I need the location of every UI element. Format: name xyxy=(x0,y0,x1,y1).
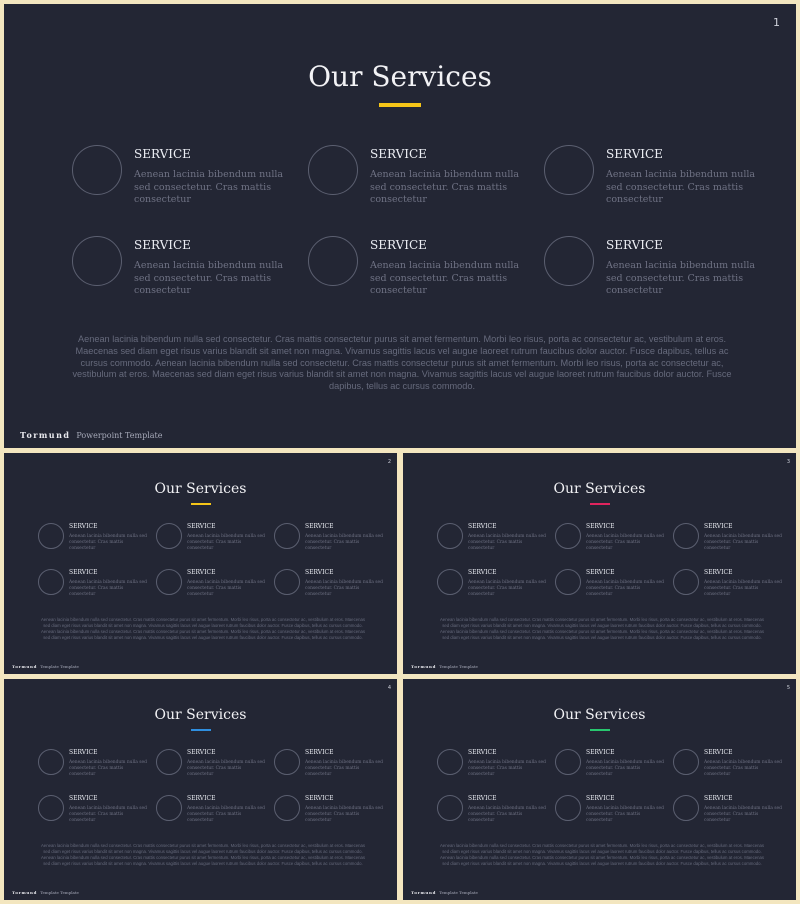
service-circle-icon xyxy=(38,523,64,549)
brand-subtitle: Template Template xyxy=(40,890,79,895)
service-description: Aenean lacinia bibendum nulla sed consectetur. Cras mattis consectetur xyxy=(586,534,664,551)
service-heading: SERVICE xyxy=(586,569,615,576)
brand-name: Tormund xyxy=(411,890,437,895)
brand-subtitle: Template Template xyxy=(439,890,478,895)
service-heading: SERVICE xyxy=(468,749,497,756)
slide-title: Our Services xyxy=(553,707,646,723)
slide-title: Our Services xyxy=(553,481,646,497)
service-description: Aenean lacinia bibendum nulla sed consectetur. Cras mattis consectetur xyxy=(468,580,546,597)
brand-name: Tormund xyxy=(12,664,38,669)
service-circle-icon xyxy=(555,749,581,775)
service-heading: SERVICE xyxy=(134,238,191,252)
body-paragraph: Aenean lacinia bibendum nulla sed consectetur. Cras mattis consectetur purus sit amet fermentum. Morbi leo risus, porta ac consectetur ac, vestibulum at eros. Maecenas sed diam eget risus varius blandit sit amet non magna. Vivamus sagittis lacus vel augue laoreet rutrum faucibus dolor auctor. Fusce dapibus, tellus ac cursus commodo. Aenean lacinia bibendum nulla sed consectetur. Cras mattis consectetur purus sit amet fermentum. Morbi leo risus, porta ac consectetur ac, vestibulum at eros. Maecenas sed diam eget risus varius blandit sit amet non magna. Vivamus sagittis lacus vel augue laoreet rutrum faucibus dolor auctor. Fusce dapibus, tellus ac cursus commodo. xyxy=(439,843,765,866)
slide-number: 2 xyxy=(387,459,391,465)
service-circle-icon xyxy=(38,749,64,775)
service-description: Aenean lacinia bibendum nulla sed consectetur. Cras mattis consectetur xyxy=(187,760,265,777)
service-heading: SERVICE xyxy=(606,238,663,252)
service-description: Aenean lacinia bibendum nulla sed consectetur. Cras mattis consectetur xyxy=(468,806,546,823)
service-circle-icon xyxy=(274,795,300,821)
service-heading: SERVICE xyxy=(187,569,216,576)
service-circle-icon xyxy=(555,569,581,595)
slide-number: 4 xyxy=(387,685,391,691)
slide-number: 3 xyxy=(786,459,790,465)
service-circle-icon xyxy=(437,749,463,775)
service-circle-icon xyxy=(555,795,581,821)
slide-title: Our Services xyxy=(154,481,247,497)
service-description: Aenean lacinia bibendum nulla sed consectetur. Cras mattis consectetur xyxy=(69,580,147,597)
service-description: Aenean lacinia bibendum nulla sed consectetur. Cras mattis consectetur xyxy=(586,580,664,597)
body-paragraph: Aenean lacinia bibendum nulla sed consectetur. Cras mattis consectetur purus sit amet fermentum. Morbi leo risus, porta ac consectetur ac, vestibulum at eros. Maecenas sed diam eget risus varius blandit sit amet non magna. Vivamus sagittis lacus vel augue laoreet rutrum faucibus dolor auctor. Fusce dapibus, tellus ac cursus commodo. Aenean lacinia bibendum nulla sed consectetur. Cras mattis consectetur purus sit amet fermentum. Morbi leo risus, porta ac consectetur ac, vestibulum at eros. Maecenas sed diam eget risus varius blandit sit amet non magna. Vivamus sagittis lacus vel augue laoreet rutrum faucibus dolor auctor. Fusce dapibus, tellus ac cursus commodo. xyxy=(40,617,366,640)
title-accent-bar xyxy=(379,103,421,107)
footer xyxy=(411,664,478,669)
slide-5[interactable] xyxy=(403,679,796,900)
service-heading: SERVICE xyxy=(370,147,427,161)
service-heading: SERVICE xyxy=(586,749,615,756)
service-circle-icon xyxy=(308,145,358,195)
service-description: Aenean lacinia bibendum nulla sed consectetur. Cras mattis consectetur xyxy=(305,760,383,777)
brand-name: Tormund xyxy=(12,890,38,895)
service-heading: SERVICE xyxy=(69,749,98,756)
service-heading: SERVICE xyxy=(704,523,733,530)
service-heading: SERVICE xyxy=(305,569,334,576)
slide-1[interactable] xyxy=(4,4,796,448)
service-circle-icon xyxy=(38,795,64,821)
slide-number: 1 xyxy=(773,16,780,29)
service-circle-icon xyxy=(673,749,699,775)
service-circle-icon xyxy=(673,569,699,595)
service-circle-icon xyxy=(308,236,358,286)
service-circle-icon xyxy=(555,523,581,549)
service-description: Aenean lacinia bibendum nulla sed consectetur. Cras mattis consectetur xyxy=(586,806,664,823)
title-accent-bar xyxy=(590,729,610,731)
service-circle-icon xyxy=(156,795,182,821)
service-description: Aenean lacinia bibendum nulla sed consectetur. Cras mattis consectetur xyxy=(305,534,383,551)
service-description: Aenean lacinia bibendum nulla sed consectetur. Cras mattis consectetur xyxy=(704,760,782,777)
service-description: Aenean lacinia bibendum nulla sed consectetur. Cras mattis consectetur xyxy=(187,806,265,823)
body-paragraph: Aenean lacinia bibendum nulla sed consectetur. Cras mattis consectetur purus sit amet fermentum. Morbi leo risus, porta ac consectetur ac, vestibulum at eros. Maecenas sed diam eget risus varius blandit sit amet non magna. Vivamus sagittis lacus vel augue laoreet rutrum faucibus dolor auctor. Fusce dapibus, tellus ac cursus commodo. Aenean lacinia bibendum nulla sed consectetur. Cras mattis consectetur purus sit amet fermentum. Morbi leo risus, porta ac consectetur ac, vestibulum at eros. Maecenas sed diam eget risus varius blandit sit amet non magna. Vivamus sagittis lacus vel augue laoreet rutrum faucibus dolor auctor. Fusce dapibus, tellus ac cursus commodo. xyxy=(40,843,366,866)
service-heading: SERVICE xyxy=(468,795,497,802)
slide-title: Our Services xyxy=(308,60,492,93)
service-heading: SERVICE xyxy=(586,523,615,530)
brand-subtitle: Template Template xyxy=(439,664,478,669)
slide-4[interactable] xyxy=(4,679,397,900)
footer xyxy=(411,890,478,895)
service-description: Aenean lacinia bibendum nulla sed consectetur. Cras mattis consectetur xyxy=(370,260,520,296)
title-accent-bar xyxy=(590,503,610,505)
service-description: Aenean lacinia bibendum nulla sed consectetur. Cras mattis consectetur xyxy=(69,806,147,823)
service-circle-icon xyxy=(156,523,182,549)
slide-2[interactable] xyxy=(4,453,397,674)
service-circle-icon xyxy=(437,569,463,595)
service-heading: SERVICE xyxy=(305,795,334,802)
service-heading: SERVICE xyxy=(187,795,216,802)
service-heading: SERVICE xyxy=(305,523,334,530)
service-description: Aenean lacinia bibendum nulla sed consectetur. Cras mattis consectetur xyxy=(134,169,284,205)
service-description: Aenean lacinia bibendum nulla sed consectetur. Cras mattis consectetur xyxy=(704,534,782,551)
service-circle-icon xyxy=(72,236,122,286)
service-heading: SERVICE xyxy=(606,147,663,161)
brand-name: Tormund xyxy=(411,664,437,669)
service-description: Aenean lacinia bibendum nulla sed consectetur. Cras mattis consectetur xyxy=(69,534,147,551)
service-circle-icon xyxy=(544,145,594,195)
service-description: Aenean lacinia bibendum nulla sed consectetur. Cras mattis consectetur xyxy=(305,806,383,823)
service-heading: SERVICE xyxy=(69,523,98,530)
service-heading: SERVICE xyxy=(704,795,733,802)
service-circle-icon xyxy=(274,749,300,775)
slide-title: Our Services xyxy=(154,707,247,723)
service-circle-icon xyxy=(437,795,463,821)
body-paragraph: Aenean lacinia bibendum nulla sed consectetur. Cras mattis consectetur purus sit amet fermentum. Morbi leo risus, porta ac consectetur ac, vestibulum at eros. Maecenas sed diam eget risus varius blandit sit amet non magna. Vivamus sagittis lacus vel augue laoreet rutrum faucibus dolor auctor. Fusce dapibus, tellus ac cursus commodo. Aenean lacinia bibendum nulla sed consectetur. Cras mattis consectetur purus sit amet fermentum. Morbi leo risus, porta ac consectetur ac, vestibulum at eros. Maecenas sed diam eget risus varius blandit sit amet non magna. Vivamus sagittis lacus vel augue laoreet rutrum faucibus dolor auctor. Fusce dapibus, tellus ac cursus commodo. xyxy=(439,617,765,640)
service-description: Aenean lacinia bibendum nulla sed consectetur. Cras mattis consectetur xyxy=(586,760,664,777)
title-accent-bar xyxy=(191,503,211,505)
footer xyxy=(12,664,79,669)
service-heading: SERVICE xyxy=(468,569,497,576)
service-heading: SERVICE xyxy=(586,795,615,802)
service-description: Aenean lacinia bibendum nulla sed consectetur. Cras mattis consectetur xyxy=(704,580,782,597)
title-accent-bar xyxy=(191,729,211,731)
service-heading: SERVICE xyxy=(187,523,216,530)
service-circle-icon xyxy=(544,236,594,286)
service-circle-icon xyxy=(274,523,300,549)
service-heading: SERVICE xyxy=(468,523,497,530)
service-description: Aenean lacinia bibendum nulla sed consectetur. Cras mattis consectetur xyxy=(704,806,782,823)
service-description: Aenean lacinia bibendum nulla sed consectetur. Cras mattis consectetur xyxy=(187,580,265,597)
slide-number: 5 xyxy=(786,685,790,691)
service-circle-icon xyxy=(156,749,182,775)
brand-subtitle: Template Template xyxy=(40,664,79,669)
service-heading: SERVICE xyxy=(134,147,191,161)
service-circle-icon xyxy=(274,569,300,595)
service-description: Aenean lacinia bibendum nulla sed consectetur. Cras mattis consectetur xyxy=(69,760,147,777)
service-circle-icon xyxy=(437,523,463,549)
service-description: Aenean lacinia bibendum nulla sed consectetur. Cras mattis consectetur xyxy=(606,260,756,296)
service-description: Aenean lacinia bibendum nulla sed consectetur. Cras mattis consectetur xyxy=(305,580,383,597)
service-description: Aenean lacinia bibendum nulla sed consectetur. Cras mattis consectetur xyxy=(134,260,284,296)
service-circle-icon xyxy=(72,145,122,195)
slide-3[interactable] xyxy=(403,453,796,674)
service-description: Aenean lacinia bibendum nulla sed consectetur. Cras mattis consectetur xyxy=(468,760,546,777)
footer xyxy=(12,890,79,895)
service-description: Aenean lacinia bibendum nulla sed consectetur. Cras mattis consectetur xyxy=(187,534,265,551)
service-heading: SERVICE xyxy=(370,238,427,252)
service-heading: SERVICE xyxy=(704,749,733,756)
service-description: Aenean lacinia bibendum nulla sed consectetur. Cras mattis consectetur xyxy=(370,169,520,205)
service-circle-icon xyxy=(156,569,182,595)
service-circle-icon xyxy=(38,569,64,595)
service-circle-icon xyxy=(673,523,699,549)
service-circle-icon xyxy=(673,795,699,821)
service-heading: SERVICE xyxy=(69,795,98,802)
footer xyxy=(20,430,162,440)
service-description: Aenean lacinia bibendum nulla sed consectetur. Cras mattis consectetur xyxy=(468,534,546,551)
service-description: Aenean lacinia bibendum nulla sed consectetur. Cras mattis consectetur xyxy=(606,169,756,205)
brand-subtitle: Powerpoint Template xyxy=(76,431,163,440)
brand-name: Tormund xyxy=(20,430,71,440)
service-heading: SERVICE xyxy=(69,569,98,576)
service-heading: SERVICE xyxy=(187,749,216,756)
body-paragraph: Aenean lacinia bibendum nulla sed consectetur. Cras mattis consectetur purus sit amet fermentum. Morbi leo risus, porta ac consectetur ac, vestibulum at eros. Maecenas sed diam eget risus varius blandit sit amet non magna. Vivamus sagittis lacus vel augue laoreet rutrum faucibus dolor auctor. Fusce dapibus, tellus ac cursus commodo. Aenean lacinia bibendum nulla sed consectetur. Cras mattis consectetur purus sit amet fermentum. Morbi leo risus, porta ac consectetur ac, vestibulum at eros. Maecenas sed diam eget risus varius blandit sit amet non magna. Vivamus sagittis lacus vel augue laoreet rutrum faucibus dolor auctor. Fusce dapibus, tellus ac cursus commodo. xyxy=(72,334,732,392)
service-heading: SERVICE xyxy=(305,749,334,756)
service-heading: SERVICE xyxy=(704,569,733,576)
